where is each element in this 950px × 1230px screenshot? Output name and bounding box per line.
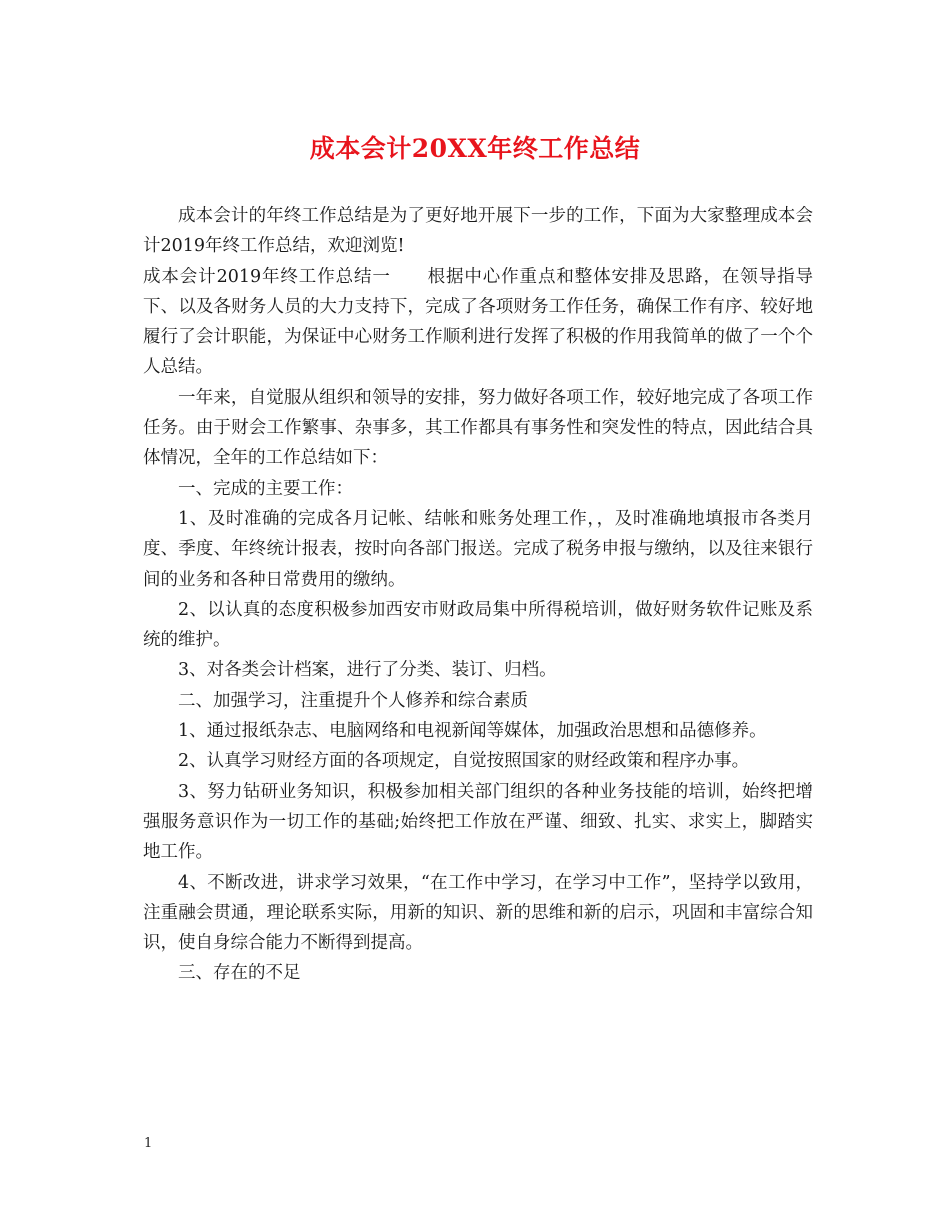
paragraph-summary-one: 成本会计2019年终工作总结一 根据中心作重点和整体安排及思路，在领导指导下、以及各财务人员的大力支持下，完成了各项财务工作任务，确保工作有序、较好地履行了会计职能，为保证中心财务工作顺利进行发挥了积极的作用我简单的做了一个个人总结。 — [143, 266, 813, 378]
page-number: 1 — [144, 1136, 153, 1151]
section-heading-study: 二、加强学习，注重提升个人修养和综合素质 — [178, 690, 528, 711]
paragraph-intro: 成本会计的年终工作总结是为了更好地开展下一步的工作，下面为大家整理成本会计2019年终工作总结，欢迎浏览! — [143, 206, 813, 257]
list-item-study-3: 3、努力钻研业务知识，积极参加相关部门组织的各种业务技能的培训，始终把增强服务意识作为一切工作的基础;始终把工作放在严谨、细致、扎实、求实上，脚踏实地工作。 — [143, 781, 813, 863]
document-title: 成本会计20XX年终工作总结 — [309, 134, 641, 163]
list-item-main-work-1: 1、及时准确的完成各月记帐、结帐和账务处理工作，，及时准确地填报市各类月度、季度、年终统计报表，按时向各部门报送。完成了税务申报与缴纳，以及往来银行间的业务和各种日常费用的缴纳。 — [143, 508, 813, 590]
list-item-study-4: 4、不断改进，讲求学习效果，“在工作中学习，在学习中工作”，坚持学以致用，注重融会贯通，理论联系实际，用新的知识、新的思维和新的启示，巩固和丰富综合知识，使自身综合能力不断得到提高。 — [143, 872, 813, 954]
list-item-study-2: 2、认真学习财经方面的各项规定，自觉按照国家的财经政策和程序办事。 — [178, 751, 750, 772]
list-item-main-work-3: 3、对各类会计档案，进行了分类、装订、归档。 — [178, 660, 557, 681]
list-item-study-1: 1、通过报纸杂志、电脑网络和电视新闻等媒体，加强政治思想和品德修养。 — [178, 721, 767, 742]
paragraph-overview: 一年来，自觉服从组织和领导的安排，努力做好各项工作，较好地完成了各项工作任务。由于财会工作繁事、杂事多，其工作都具有事务性和突发性的特点，因此结合具体情况，全年的工作总结如下： — [143, 387, 813, 469]
section-heading-main-work: 一、完成的主要工作： — [178, 478, 353, 499]
section-heading-shortcomings: 三、存在的不足 — [178, 963, 301, 984]
document-body — [143, 201, 813, 989]
list-item-main-work-2: 2、以认真的态度积极参加西安市财政局集中所得税培训，做好财务软件记账及系统的维护。 — [143, 599, 813, 651]
